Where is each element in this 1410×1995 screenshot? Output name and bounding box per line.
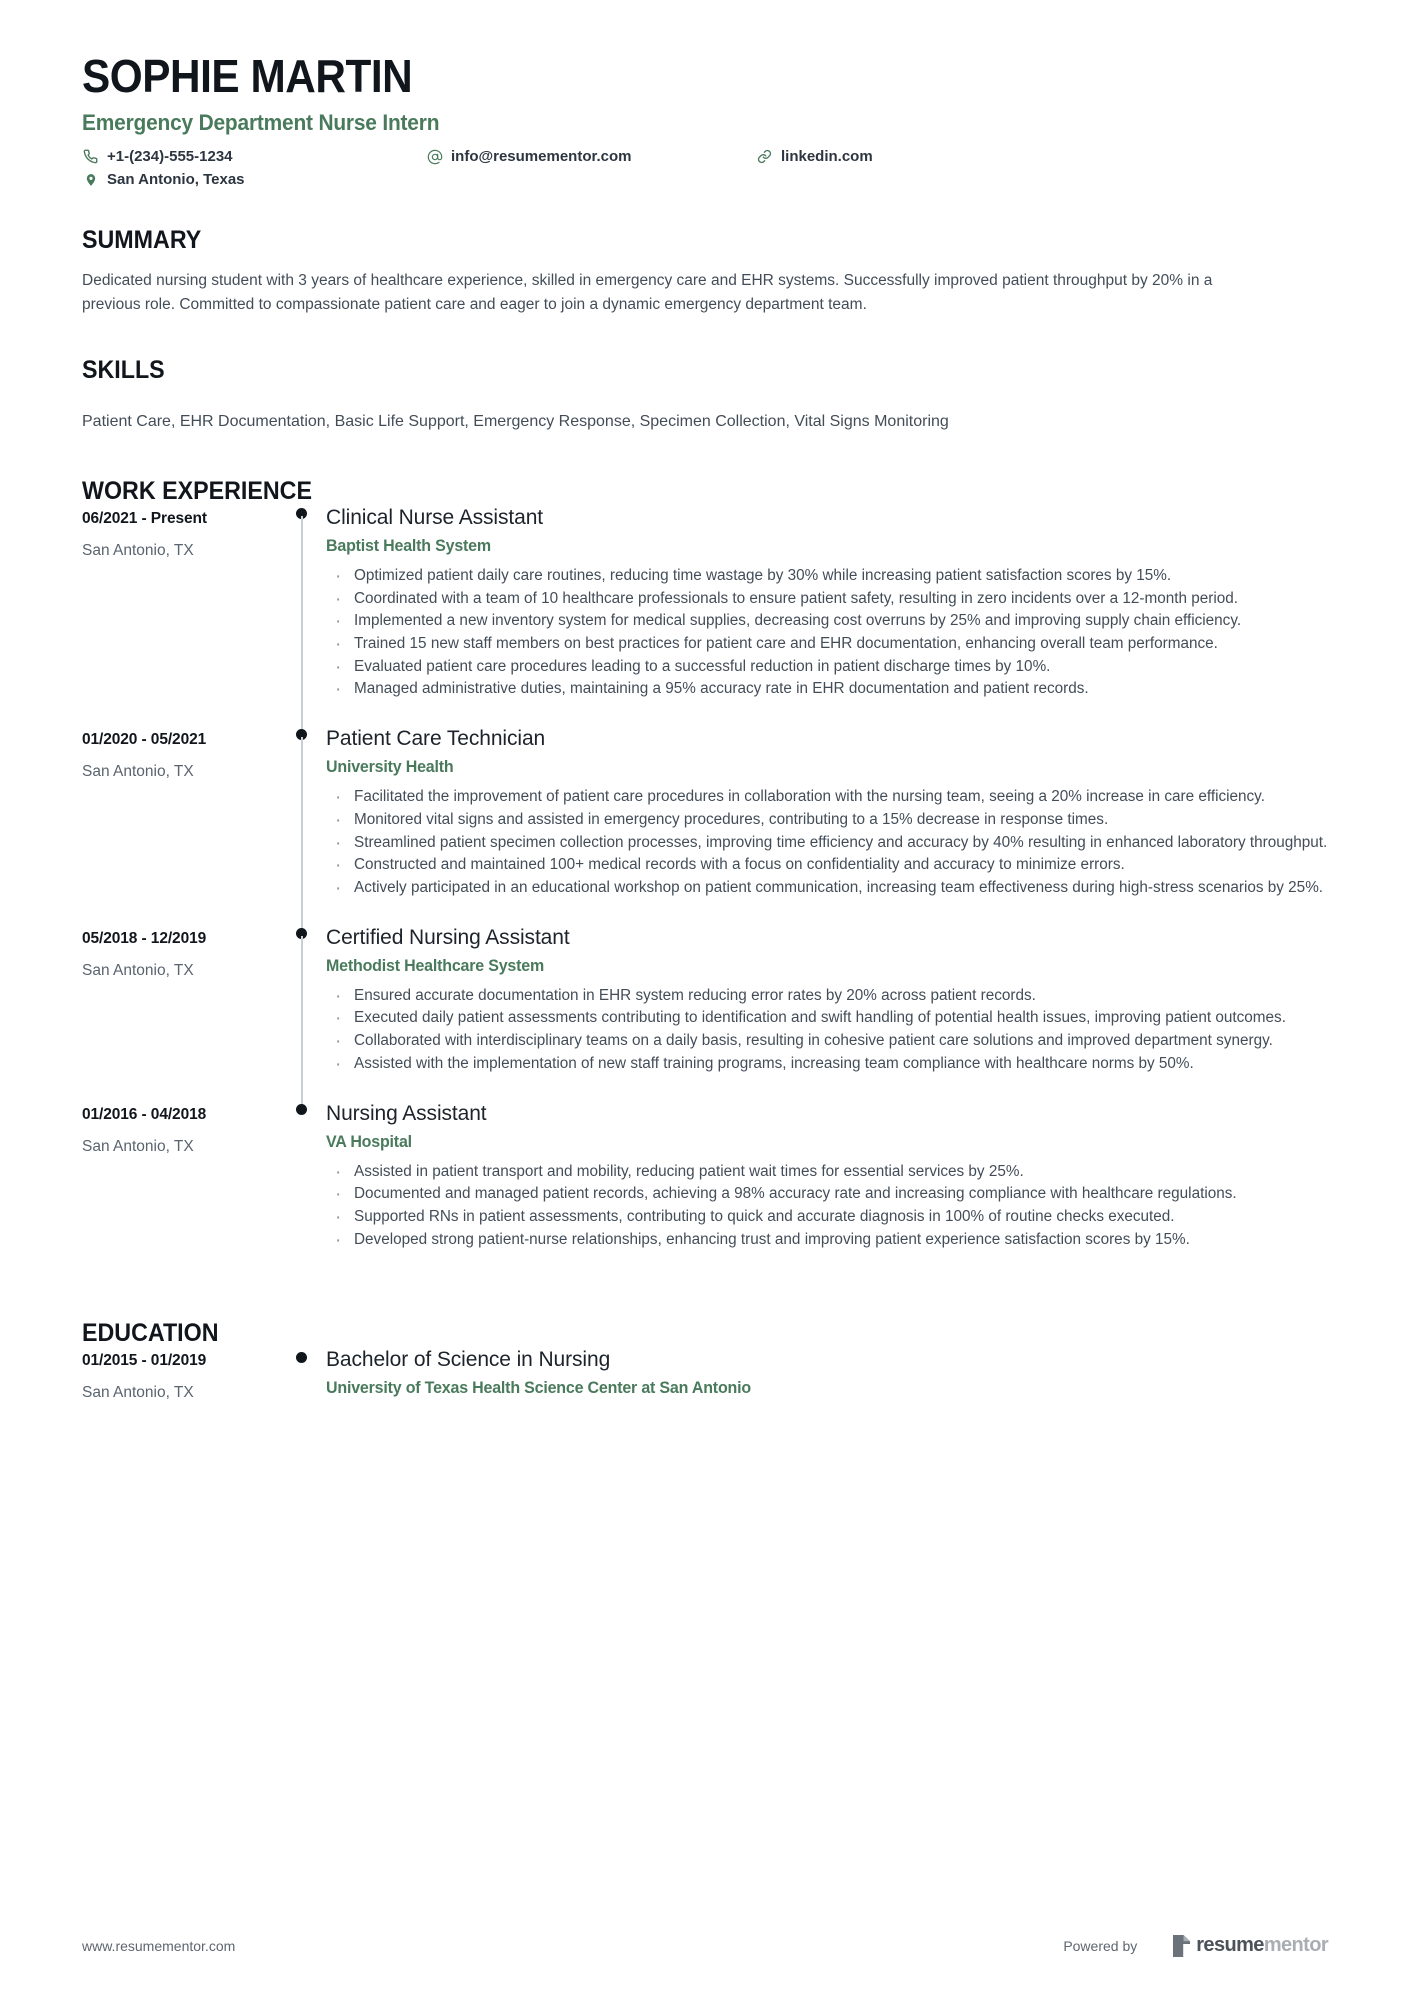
role-title: Clinical Nurse Assistant [326, 505, 544, 529]
education-entry [82, 1348, 1328, 1402]
phone-icon [82, 148, 99, 165]
location-pin-icon [82, 171, 99, 188]
company-name: VA Hospital [326, 1132, 412, 1151]
entry-dates: 01/2020 - 05/2021 [82, 731, 207, 749]
candidate-name: SOPHIE MARTIN [82, 50, 413, 102]
company-name: University Health [326, 758, 454, 777]
contact-linkedin[interactable] [756, 148, 873, 165]
achievement-list [326, 985, 1328, 1075]
education-entries-list [82, 1348, 1328, 1402]
achievement-item: · Coordinated with a team of 10 healthcare professionals to ensure patient safety, resulting in zero incidents over a 12-month period. [326, 588, 1328, 610]
achievement-item: · Trained 15 new staff members on best practices for patient care and EHR documentation, enhancing overall team performance. [326, 633, 1328, 655]
header [82, 0, 1328, 188]
achievement-item: · Documented and managed patient records, achieving a 98% accuracy rate and increasing compliance with healthcare regulations. [326, 1183, 1328, 1205]
entry-body [326, 727, 1328, 926]
education-section [82, 1319, 1328, 1402]
school-name: University of Texas Health Science Center at San Antonio [326, 1379, 751, 1398]
contact-location [82, 171, 426, 188]
contact-row-primary [82, 148, 1328, 165]
achievement-item: · Developed strong patient-nurse relationships, enhancing trust and improving patient experience satisfaction scores by 15%. [326, 1229, 1328, 1251]
resumementor-logo-text [1196, 1934, 1328, 1957]
achievement-item: · Monitored vital signs and assisted in emergency procedures, contributing to a 15% decrease in response times. [326, 809, 1328, 831]
logo-text-bold: resume [1196, 1934, 1264, 1956]
role-title: Patient Care Technician [326, 727, 546, 751]
entry-body [326, 926, 1328, 1102]
work-experience-heading: WORK EXPERIENCE [82, 476, 312, 505]
timeline-line [301, 516, 303, 737]
entry-body [326, 506, 1328, 727]
footer-website-url[interactable]: www.resumementor.com [82, 1937, 236, 1954]
resumementor-logo[interactable] [1171, 1934, 1328, 1957]
work-experience-section [82, 477, 1328, 1278]
contact-phone[interactable] [82, 148, 426, 165]
logo-text-light: mentor [1263, 1934, 1328, 1956]
contact-location-text: San Antonio, Texas [107, 171, 245, 189]
entry-dates: 01/2016 - 04/2018 [82, 1105, 207, 1123]
entry-location: San Antonio, TX [82, 541, 194, 559]
achievement-item: · Collaborated with interdisciplinary teams on a daily basis, resulting in cohesive patient care solutions and improved department synergy. [326, 1030, 1328, 1052]
timeline-rail [282, 926, 326, 1102]
entry-body [326, 1348, 1328, 1402]
achievement-list [326, 786, 1328, 899]
link-icon [756, 148, 773, 165]
skills-text: Patient Care, EHR Documentation, Basic Life Support, Emergency Response, Specimen Collection, Vital Signs Monitoring [82, 412, 949, 430]
work-entry [82, 727, 1328, 926]
achievement-item: · Assisted with the implementation of new staff training programs, increasing team compliance with healthcare norms by 50%. [326, 1053, 1328, 1075]
achievement-item: · Managed administrative duties, maintaining a 95% accuracy rate in EHR documentation and patient records. [326, 678, 1328, 700]
company-name: Baptist Health System [326, 536, 491, 555]
entry-location: San Antonio, TX [82, 1384, 194, 1402]
work-entry [82, 926, 1328, 1102]
degree-title: Bachelor of Science in Nursing [326, 1348, 611, 1372]
entry-meta [82, 727, 282, 926]
entry-location: San Antonio, TX [82, 1137, 194, 1155]
entry-location: San Antonio, TX [82, 961, 194, 979]
achievement-item: · Implemented a new inventory system for medical supplies, decreasing cost overruns by 25% and improving supply chain efficiency. [326, 610, 1328, 632]
timeline-rail [282, 727, 326, 926]
entry-location: San Antonio, TX [82, 763, 194, 781]
timeline-dot-icon [296, 1352, 307, 1363]
entry-dates: 05/2018 - 12/2019 [82, 929, 207, 947]
achievement-list [326, 1161, 1328, 1251]
footer [82, 1934, 1328, 1957]
entry-dates: 06/2021 - Present [82, 509, 207, 527]
contact-linkedin-text: linkedin.com [781, 148, 873, 166]
summary-section [82, 226, 1328, 316]
contact-email-text: info@resumementor.com [451, 148, 632, 166]
achievement-item: · Evaluated patient care procedures leading to a successful reduction in patient discharge times by 10%. [326, 656, 1328, 678]
timeline-rail [282, 1102, 326, 1278]
timeline-dot-icon [296, 1104, 307, 1115]
timeline-line [301, 737, 303, 936]
work-entries-list [82, 506, 1328, 1278]
achievement-item: · Supported RNs in patient assessments, contributing to quick and accurate diagnosis in 100% of routine checks executed. [326, 1206, 1328, 1228]
footer-branding [1063, 1934, 1328, 1957]
achievement-item: · Optimized patient daily care routines, reducing time wastage by 30% while increasing patient satisfaction scores by 15%. [326, 565, 1328, 587]
achievement-list [326, 565, 1328, 700]
education-heading: EDUCATION [82, 1319, 219, 1348]
summary-text: Dedicated nursing student with 3 years of healthcare experience, skilled in emergency care and EHR systems. Successfully improved patient throughput by 20% in a previous role. Committed to compassionate patient care and eager to join a dynamic emergency department team. [82, 272, 1213, 313]
achievement-item: · Streamlined patient specimen collection processes, improving time efficiency and accuracy by 40% resulting in enhanced laboratory throughput. [326, 832, 1328, 854]
skills-heading: SKILLS [82, 355, 165, 384]
entry-body [326, 1102, 1328, 1278]
entry-meta [82, 506, 282, 727]
entry-meta [82, 1348, 282, 1402]
entry-meta [82, 926, 282, 1102]
entry-dates: 01/2015 - 01/2019 [82, 1352, 207, 1370]
entry-meta [82, 1102, 282, 1278]
achievement-item: · Executed daily patient assessments contributing to identification and swift handling of potential health issues, improving patient outcomes. [326, 1007, 1328, 1029]
contact-email[interactable] [426, 148, 756, 165]
timeline-rail [282, 1348, 326, 1402]
work-entry [82, 1102, 1328, 1278]
candidate-job-title: Emergency Department Nurse Intern [82, 110, 440, 136]
resumementor-logo-mark-icon [1171, 1935, 1190, 1957]
contact-phone-text: +1-(234)-555-1234 [107, 148, 233, 166]
role-title: Nursing Assistant [326, 1101, 487, 1125]
timeline-line [301, 936, 303, 1112]
achievement-item: · Ensured accurate documentation in EHR system reducing error rates by 20% across patient records. [326, 985, 1328, 1007]
achievement-item: · Assisted in patient transport and mobility, reducing patient wait times for essential services by 25%. [326, 1161, 1328, 1183]
powered-by-label: Powered by [1063, 1937, 1138, 1954]
achievement-item: · Constructed and maintained 100+ medical records with a focus on confidentiality and accuracy to minimize errors. [326, 854, 1328, 876]
skills-section [82, 356, 1328, 431]
achievement-item: · Actively participated in an educational workshop on patient communication, increasing team effectiveness during high-stress scenarios by 25%. [326, 877, 1328, 899]
contact-row-secondary [82, 171, 1328, 188]
role-title: Certified Nursing Assistant [326, 925, 570, 949]
work-entry [82, 506, 1328, 727]
summary-heading: SUMMARY [82, 226, 202, 255]
achievement-item: · Facilitated the improvement of patient care procedures in collaboration with the nursing team, seeing a 20% increase in care efficiency. [326, 786, 1328, 808]
company-name: Methodist Healthcare System [326, 956, 545, 975]
email-icon [426, 148, 443, 165]
timeline-rail [282, 506, 326, 727]
